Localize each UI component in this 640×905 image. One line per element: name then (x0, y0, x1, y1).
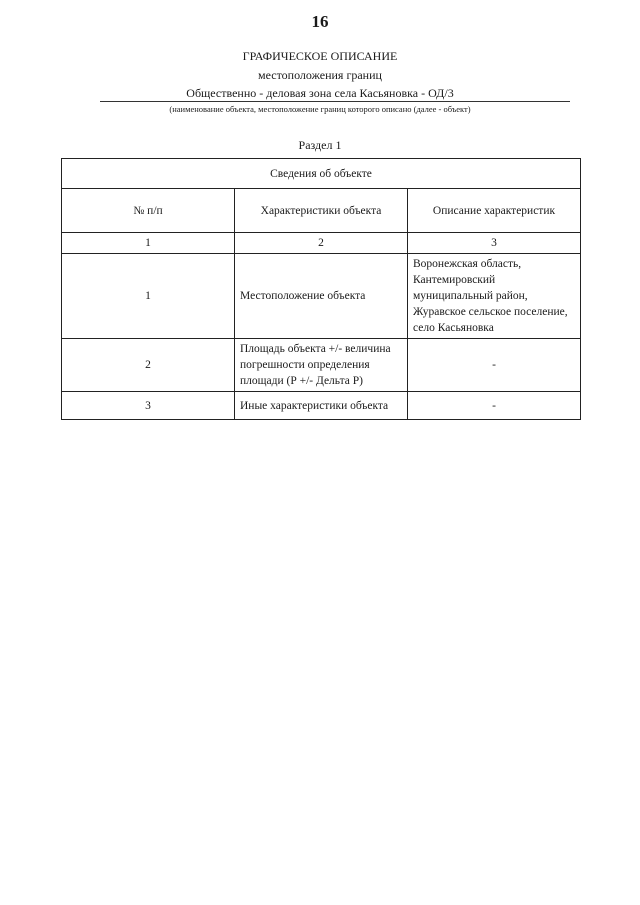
table-row (62, 392, 581, 420)
index-cell: 3 (408, 233, 581, 254)
table-header-row (62, 189, 581, 233)
object-name: Общественно - деловая зона села Касьяновка - ОД/3 (186, 86, 454, 100)
row-number: 1 (62, 254, 235, 339)
section-title: Раздел 1 (298, 138, 342, 152)
table-index-row (62, 233, 581, 254)
table-title: Сведения об объекте (62, 159, 581, 189)
underline-rule (100, 101, 570, 102)
row-characteristic: Площадь объекта +/- величина погрешности определения площади (Р +/- Дельта Р) (235, 339, 408, 392)
header-number: № п/п (62, 189, 235, 233)
row-number: 3 (62, 392, 235, 420)
page-number: 16 (311, 12, 329, 31)
object-info-table (61, 158, 581, 420)
table-row (62, 339, 581, 392)
row-description: - (408, 392, 581, 420)
index-cell: 2 (235, 233, 408, 254)
row-characteristic: Местоположение объекта (235, 254, 408, 339)
document-subtitle: местоположения границ (258, 68, 382, 82)
row-description: - (408, 339, 581, 392)
row-characteristic: Иные характеристики объекта (235, 392, 408, 420)
header-characteristic: Характеристики объекта (235, 189, 408, 233)
table-row (62, 254, 581, 339)
row-description: Воронежская область, Кантемировский муниципальный район, Журавское сельское поселение, село Касьяновка (408, 254, 581, 339)
table-title-row (62, 159, 581, 189)
index-cell: 1 (62, 233, 235, 254)
document-title: ГРАФИЧЕСКОЕ ОПИСАНИЕ (242, 49, 398, 63)
object-caption: (наименование объекта, местоположение границ которого описано (далее - объект) (169, 104, 471, 114)
header-description: Описание характеристик (408, 189, 581, 233)
row-number: 2 (62, 339, 235, 392)
